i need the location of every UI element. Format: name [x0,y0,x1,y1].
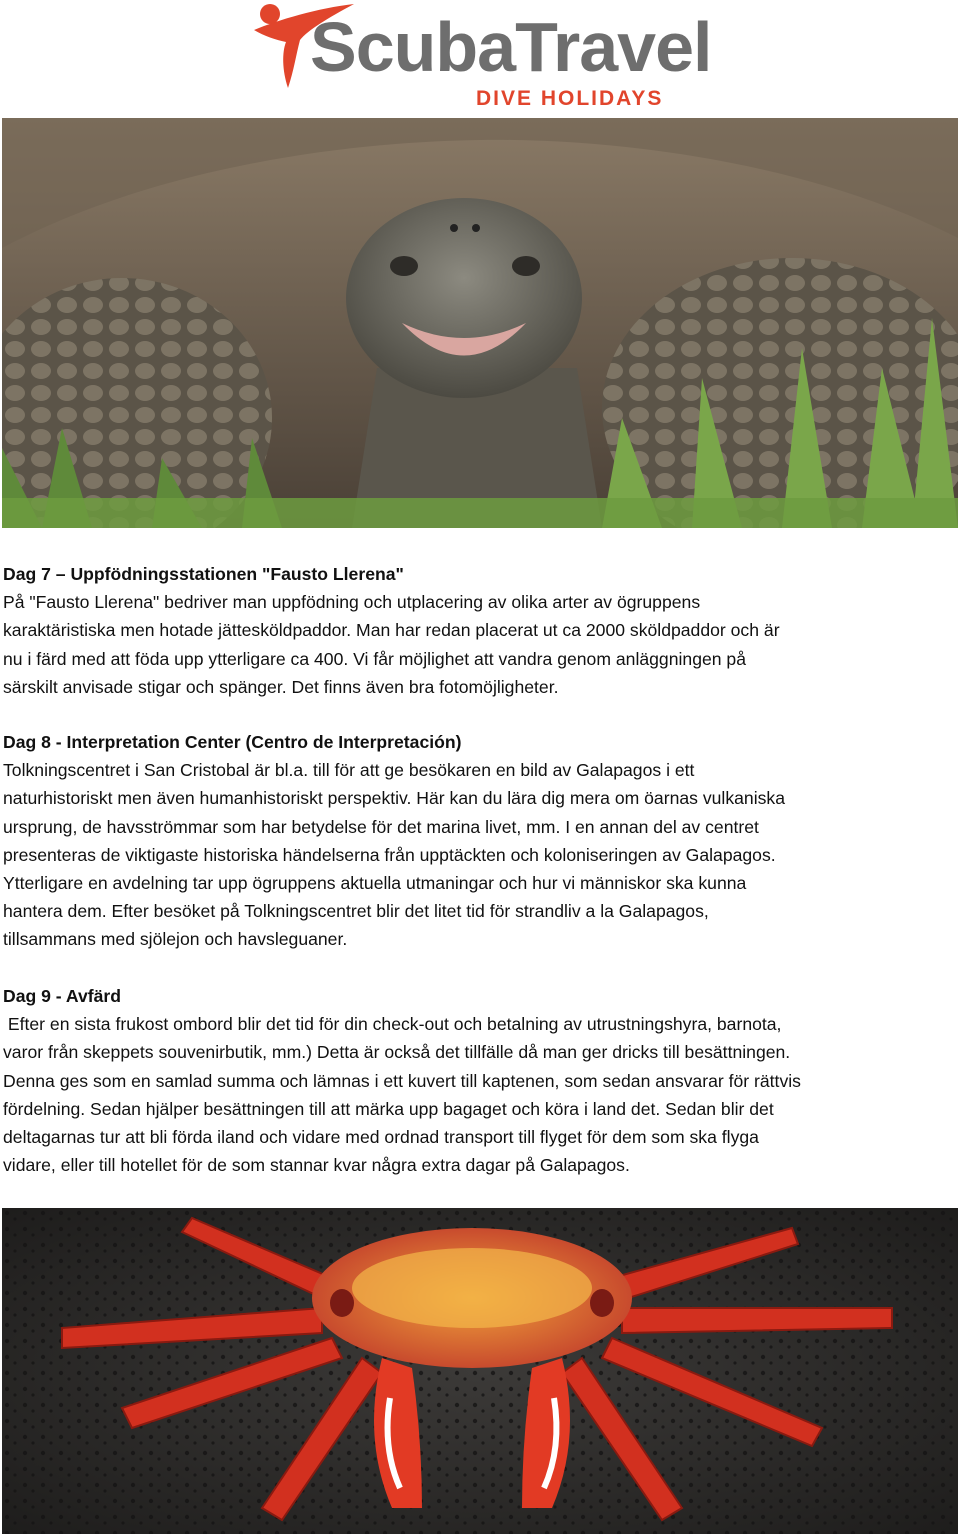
logo-word-scuba: Scuba [310,8,516,86]
section-heading: Dag 8 - Interpretation Center (Centro de Interpretación) [3,732,462,752]
logo-wordmark [310,8,712,86]
giant-tortoise-photo [2,118,958,528]
paragraph-line: vidare, eller till hotellet för de som stannar kvar några extra dagar på Galapagos. [3,1155,630,1176]
scubatravel-logo [248,0,718,116]
paragraph-line: varor från skeppets souvenirbutik, mm.) Detta är också det tillfälle då man ger dricks till besättningen. [3,1042,791,1063]
section-heading: Dag 7 – Uppfödningsstationen "Fausto Llerena" [3,564,404,584]
paragraph-line: karaktäristiska men hotade jättesköldpaddor. Man har redan placerat ut ca 2000 sköldpaddor och är [3,620,780,641]
paragraph-line: På "Fausto Llerena" bedriver man uppfödning och utplacering av olika arter av ögruppens [3,592,701,613]
paragraph-line: Denna ges som en samlad summa och lämnas i ett kuvert till kaptenen, som sedan ansvarar för rättvis [3,1070,801,1091]
section-day-9 [3,982,958,1179]
logo-word-travel: Travel [515,8,712,86]
red-crab-photo [2,1208,958,1534]
paragraph-line: nu i färd med att föda upp ytterligare ca 400. Vi får möjlighet att vandra genom anläggningen på [3,648,747,669]
paragraph-line: fördelning. Sedan hjälper besättningen till att märka upp bagaget och köra i land det. Sedan blir det [3,1098,774,1119]
section-day-7 [3,560,958,701]
paragraph-line: presenteras de viktigaste historiska händelserna från upptäckten och koloniseringen av Galapagos. [3,844,776,865]
paragraph-line: ursprung, de havsströmmar som har betydelse för det marina livet, mm. I en annan del av centret [3,816,759,837]
paragraph-line: tillsammans med sjölejon och havsleguaner. [3,929,348,950]
paragraph-line: hantera dem. Efter besöket på Tolkningscentret blir det litet tid för strandliv a la Galapagos, [3,901,709,922]
logo-tagline: DIVE HOLIDAYS [476,87,664,110]
paragraph-line: Ytterligare en avdelning tar upp ögruppens aktuella utmaningar och hur vi människor ska kunna [3,873,747,894]
section-day-8 [3,728,958,954]
paragraph-line: särskilt anvisade stigar och spänger. Det finns även bra fotomöjligheter. [3,676,559,697]
paragraph-line: deltagarnas tur att bli förda iland och vidare med ordnad transport till flyget för dem som ska flyga [3,1127,759,1148]
paragraph-line: Efter en sista frukost ombord blir det tid för din check-out och betalning av utrustningshyra, barnota, [3,1014,782,1035]
paragraph-line: naturhistoriskt men även humanhistoriskt perspektiv. Här kan du lära dig mera om öarnas vulkaniska [3,788,785,809]
section-heading: Dag 9 - Avfärd [3,986,121,1006]
paragraph-line: Tolkningscentret i San Cristobal är bl.a. till för att ge besökaren en bild av Galapagos i ett [3,760,695,781]
